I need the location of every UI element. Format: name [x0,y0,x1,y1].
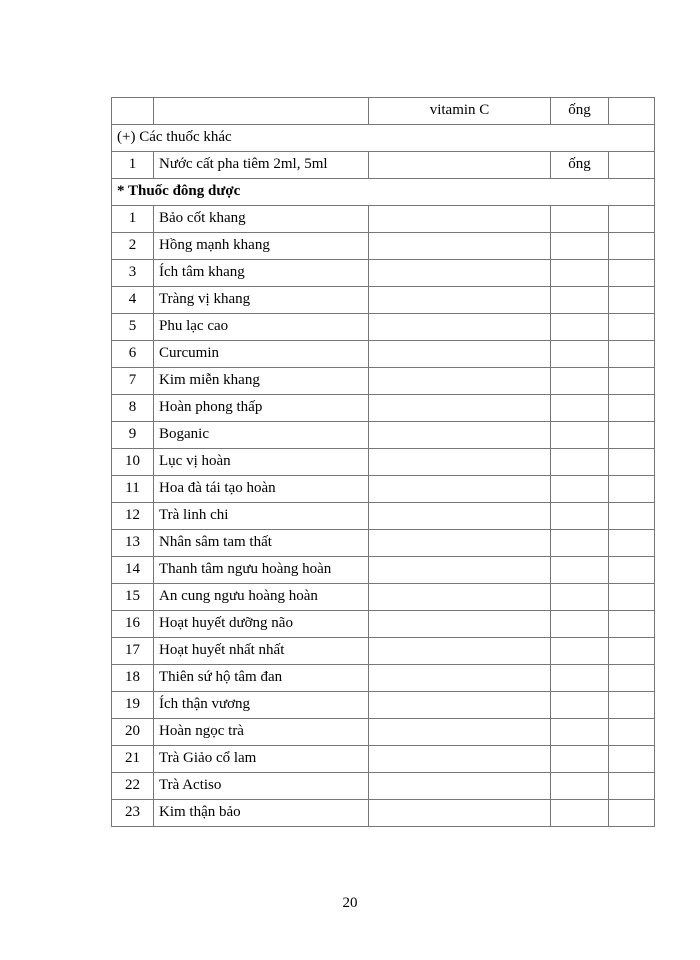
drug-detail [369,746,551,773]
row-number: 3 [112,260,154,287]
drug-unit [551,395,609,422]
drug-unit [551,800,609,827]
row-number: 22 [112,773,154,800]
empty-cell [609,395,655,422]
drug-detail [369,449,551,476]
drug-name: Boganic [154,422,369,449]
drug-name: Trà linh chi [154,503,369,530]
row-number: 8 [112,395,154,422]
drug-name: Lục vị hoàn [154,449,369,476]
drug-name: Nước cất pha tiêm 2ml, 5ml [154,152,369,179]
drug-name: Hoàn phong thấp [154,395,369,422]
table-row [112,773,655,800]
drug-unit [551,314,609,341]
row-number: 13 [112,530,154,557]
row-number: 1 [112,206,154,233]
drug-unit: ống [551,98,609,125]
drug-detail [369,719,551,746]
table-row [112,206,655,233]
drug-unit [551,341,609,368]
drug-detail [369,665,551,692]
drug-name: Trà Actiso [154,773,369,800]
empty-cell [609,368,655,395]
table-row [112,557,655,584]
drug-detail [369,395,551,422]
row-number: 20 [112,719,154,746]
row-number: 4 [112,287,154,314]
row-number: 11 [112,476,154,503]
drug-unit [551,746,609,773]
drug-detail [369,152,551,179]
drug-name: Kim miễn khang [154,368,369,395]
table-row [112,476,655,503]
drug-name: Kim thận bảo [154,800,369,827]
empty-cell [609,503,655,530]
drug-unit [551,368,609,395]
table-row [112,719,655,746]
section-row [112,179,655,206]
drug-detail [369,584,551,611]
drug-name: Hoàn ngọc trà [154,719,369,746]
drug-name: Thiên sứ hộ tâm đan [154,665,369,692]
drug-detail [369,341,551,368]
drug-name: An cung ngưu hoàng hoàn [154,584,369,611]
empty-cell [609,557,655,584]
drug-detail [369,611,551,638]
drug-name: Curcumin [154,341,369,368]
drug-detail [369,476,551,503]
drug-name: Tràng vị khang [154,287,369,314]
empty-cell [609,530,655,557]
table-row [112,233,655,260]
drug-name: Nhân sâm tam thất [154,530,369,557]
row-number: 15 [112,584,154,611]
drug-name: Hồng mạnh khang [154,233,369,260]
drug-detail [369,692,551,719]
drug-unit [551,665,609,692]
drug-detail [369,260,551,287]
page-number: 20 [342,895,358,911]
drug-detail [369,557,551,584]
section-row [112,125,655,152]
empty-cell [609,611,655,638]
drug-detail [369,773,551,800]
table-row [112,422,655,449]
drug-detail [369,314,551,341]
table-row [112,449,655,476]
empty-cell [609,665,655,692]
drug-unit [551,260,609,287]
drug-detail [369,530,551,557]
drug-detail [369,368,551,395]
table-row [112,638,655,665]
drug-name: Phu lạc cao [154,314,369,341]
drug-unit [551,557,609,584]
row-number [112,98,154,125]
row-number: 12 [112,503,154,530]
row-number: 23 [112,800,154,827]
row-number: 19 [112,692,154,719]
drug-detail [369,422,551,449]
empty-cell [609,314,655,341]
section-heading-oriental: * Thuốc đông dược [112,179,655,206]
drug-unit [551,692,609,719]
table-row [112,503,655,530]
row-number: 14 [112,557,154,584]
table-row [112,611,655,638]
empty-cell [609,449,655,476]
empty-cell [609,773,655,800]
drug-unit [551,638,609,665]
drug-name: Ích tâm khang [154,260,369,287]
drug-unit [551,773,609,800]
table-row [112,530,655,557]
drug-unit [551,287,609,314]
drug-unit [551,584,609,611]
row-number: 1 [112,152,154,179]
empty-cell [609,638,655,665]
drug-detail [369,233,551,260]
drug-name: Thanh tâm ngưu hoàng hoàn [154,557,369,584]
drug-unit [551,449,609,476]
empty-cell [609,98,655,125]
row-number: 21 [112,746,154,773]
drug-detail [369,287,551,314]
empty-cell [609,206,655,233]
drug-table [111,97,655,827]
table-row [112,395,655,422]
row-number: 2 [112,233,154,260]
empty-cell [609,287,655,314]
empty-cell [609,260,655,287]
drug-detail [369,638,551,665]
row-number: 18 [112,665,154,692]
drug-unit [551,503,609,530]
table-row [112,368,655,395]
empty-cell [609,719,655,746]
drug-name: Hoa đà tái tạo hoàn [154,476,369,503]
row-number: 6 [112,341,154,368]
row-number: 10 [112,449,154,476]
drug-detail [369,206,551,233]
table-row [112,584,655,611]
drug-unit [551,422,609,449]
drug-detail [369,800,551,827]
drug-name: Hoạt huyết dưỡng não [154,611,369,638]
table-row [112,746,655,773]
row-number: 5 [112,314,154,341]
drug-unit [551,233,609,260]
empty-cell [609,233,655,260]
empty-cell [609,584,655,611]
table-row [112,692,655,719]
empty-cell [609,692,655,719]
empty-cell [609,422,655,449]
table-row [112,665,655,692]
row-number: 9 [112,422,154,449]
empty-cell [609,800,655,827]
empty-cell [609,476,655,503]
table-row [112,314,655,341]
drug-unit [551,530,609,557]
drug-name: Hoạt huyết nhất nhất [154,638,369,665]
drug-unit: ống [551,152,609,179]
section-heading-other: (+) Các thuốc khác [112,125,655,152]
drug-name: Bảo cốt khang [154,206,369,233]
drug-name [154,98,369,125]
table-row [112,287,655,314]
table-row [112,98,655,125]
drug-unit [551,476,609,503]
drug-unit [551,206,609,233]
drug-name: Ích thận vương [154,692,369,719]
empty-cell [609,152,655,179]
drug-detail: vitamin C [369,98,551,125]
empty-cell [609,341,655,368]
table-row [112,152,655,179]
row-number: 17 [112,638,154,665]
drug-detail [369,503,551,530]
drug-unit [551,719,609,746]
row-number: 7 [112,368,154,395]
drug-name: Trà Giảo cổ lam [154,746,369,773]
row-number: 16 [112,611,154,638]
table-row [112,800,655,827]
table-row [112,260,655,287]
table-row [112,341,655,368]
empty-cell [609,746,655,773]
drug-unit [551,611,609,638]
